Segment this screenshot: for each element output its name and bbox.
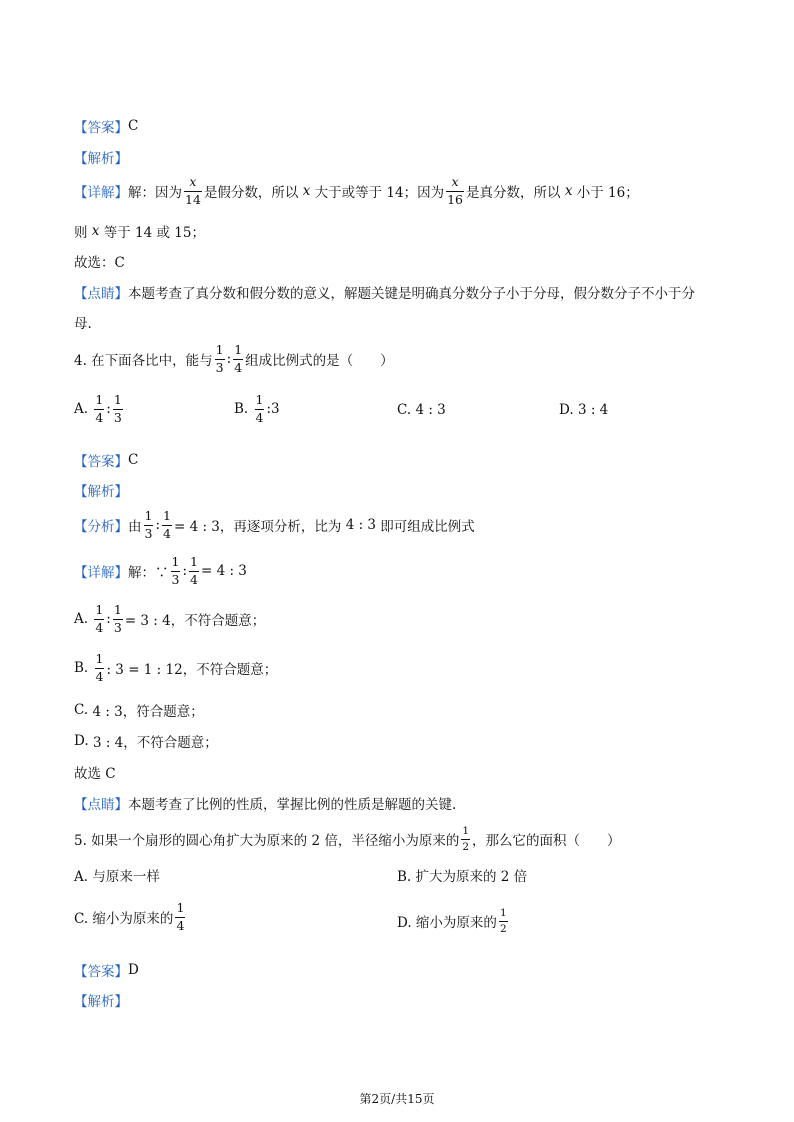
q4-choose-line: 故选 C xyxy=(74,766,116,782)
answer-value: C xyxy=(128,118,139,134)
q5-option-c: C. 缩小为原来的 $\frac{1}{4}$ xyxy=(74,900,185,933)
q5-answer-line: 【答案】 D xyxy=(74,962,139,980)
q3-comment-line: 【点睛】 本题考查了真分数和假分数的意义，解题关键是明确真分数分子小于分母，假分数分子不小于分 xyxy=(74,282,695,302)
q3-detail-line2: 则 x 等于 14 或 15； xyxy=(74,223,205,241)
q4-option-c: C. 4 : 3 xyxy=(397,402,446,418)
q3-answer-line xyxy=(74,116,138,136)
q4-line-a: A. $\frac{1}{4}$ : $\frac{1}{3}$ = 3 : 4，不符合题意； xyxy=(74,602,266,635)
analysis-tag: 【解析】 xyxy=(74,151,128,167)
q4-option-d: D. 3 : 4 xyxy=(559,402,609,418)
q4-option-a: A. $\frac{1}{4}$ : $\frac{1}{3}$ xyxy=(74,392,122,425)
q5-analysis-line: 【解析】 xyxy=(74,994,128,1010)
q4-answer-line: 【答案】 C xyxy=(74,452,139,470)
page-footer: 第2页/共15页 xyxy=(359,1092,435,1106)
answer-tag: 【答案】 xyxy=(74,120,128,136)
q4-option-b: B. $\frac{1}{4}$ :3 xyxy=(234,392,280,425)
q3-analysis-line xyxy=(74,147,128,167)
q4-comment-line: 【点睛】 本题考查了比例的性质，掌握比例的性质是解题的关键. xyxy=(74,797,457,813)
q4-detail-line: 【详解】 解：∵ $\frac{1}{3}$ : $\frac{1}{4}$ = 4 : 3 xyxy=(74,554,247,587)
q4-stem: 4. 在下面各比中，能与 $\frac{1}{3}$ : $\frac{1}{4}$ 组成比例式的是（ ） xyxy=(74,342,394,375)
q3-choose-line: 故选：C xyxy=(74,255,125,271)
q3-comment-line2: 母. xyxy=(74,316,92,332)
q5-option-d: D. 缩小为原来的 $\frac{1}{2}$ xyxy=(397,907,507,935)
comment-tag: 【点睛】 xyxy=(74,286,128,302)
q4-line-c: C. 4 : 3，符合题意； xyxy=(74,702,204,720)
q5-option-a: A. 与原来一样 xyxy=(74,869,160,885)
fraction-1-4: $\frac{1}{4}$ xyxy=(234,342,243,375)
q5-option-b: B. 扩大为原来的 2 倍 xyxy=(397,869,528,885)
q5-stem: 5. 如果一个扇形的圆心角扩大为原来的 2 倍，半径缩小为原来的 $\frac{1}{2}$ ，那么它的面积（ ） xyxy=(74,825,621,853)
q3-detail-line: 【详解】 解：因为 $\frac{x}{14}$ 是假分数，所以 x 大于或等于 14；因为 $\frac{x}{16}$ 是真分数，所以 x 小于 16； xyxy=(74,174,639,207)
q4-fenxi-line: 【分析】 由 $\frac{1}{3}$ : $\frac{1}{4}$ = 4 : 3，再逐项分析，比为 4 : 3 即可组成比例式 xyxy=(74,508,475,541)
q4-line-b: B. $\frac{1}{4}$ : 3 = 1 : 12，不符合题意； xyxy=(74,651,278,684)
fraction-1-3: $\frac{1}{3}$ xyxy=(215,342,224,375)
fenxi-tag: 【分析】 xyxy=(74,519,128,535)
q4-analysis-line: 【解析】 xyxy=(74,484,128,500)
fraction-x-16: $\frac{x}{16}$ xyxy=(447,174,464,207)
fraction-x-14: $\frac{x}{14}$ xyxy=(185,174,201,207)
detail-tag: 【详解】 xyxy=(74,185,128,201)
q4-line-d: D. 3 : 4，不符合题意； xyxy=(74,733,218,751)
